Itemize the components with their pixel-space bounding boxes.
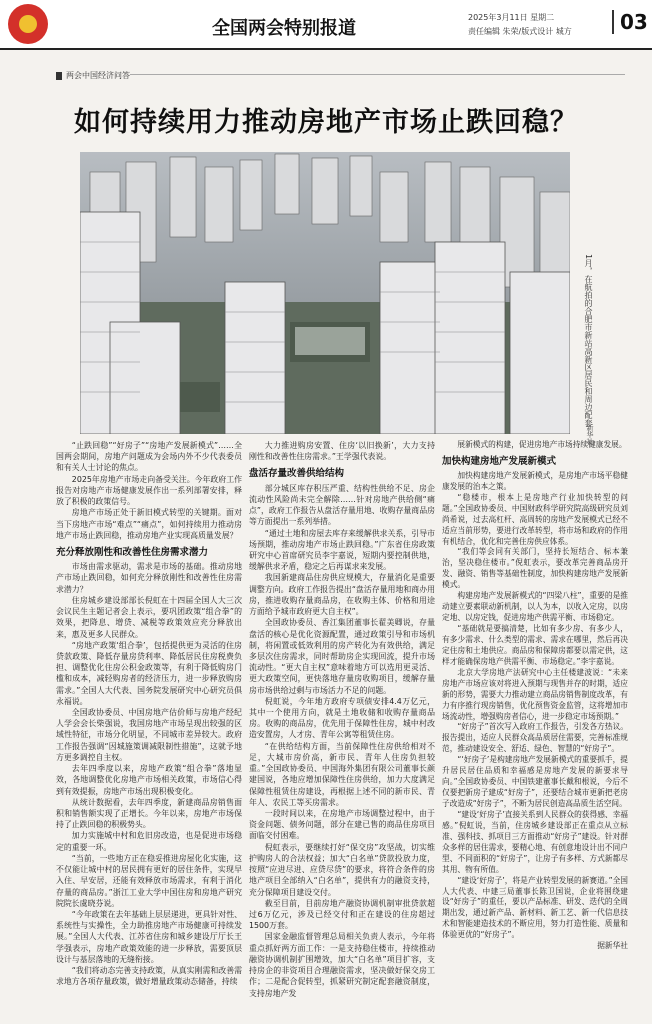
paragraph: 一段时间以来，在房地产市场调整过程中，由于资金问题、债务问题，部分在建已售的商品住房项目面临交付困难。 xyxy=(249,809,435,841)
paragraph: 去年四季度以来，房地产政策“组合拳”落地显效，各地调整优化房地产市场相关政策，市场信心得到有效提振，房地产市场出现积极变化。 xyxy=(56,764,242,796)
paragraph: “止跌回稳”“好房子”“房地产发展新模式”……全国两会期间，房地产问题成为会场内外不少代表委员和有关人士讨论的焦点。 xyxy=(56,441,242,473)
paragraph: “基础就是要搞清楚，比如有多少房、有多少人，有多少需求、什么类型的需求、需求在哪里，然后再决定住房和土地供应。商品房和保障房都要以需定供，这样才能确保房地产供需平衡、市场稳定。”李宇嘉说。 xyxy=(442,624,628,666)
page-header xyxy=(0,0,652,50)
paragraph: 市场由需求驱动，需求是市场的基础。推动房地产市场止跌回稳，如何充分释放刚性和改善性住房需求潜力？ xyxy=(56,562,242,594)
subheading: 充分释放刚性和改善性住房需求潜力 xyxy=(56,546,209,558)
paragraph: “‘好房子’是构建房地产发展新模式的重要抓手，提升居民居住品质和幸福感是房地产发展的新要求导向。”全国政协委员、中国铁建董事长戴和根说，今后不仅要把新房子建成“好房子”，还要结合城市更新把老房子改造成“好房子”，不断为居民创造高品质生活空间。 xyxy=(442,755,628,808)
paragraph: 部分城区库存积压严重、结构性供给不足、房企流动性风险尚未完全解除……针对房地产供给侧“痛点”，政府工作报告从盘活存量用地、收购存量商品房等方面提出一系列举措。 xyxy=(249,483,435,527)
national-emblem-icon xyxy=(8,4,48,44)
paragraph: “我们将动态完善支持政策，从真实刚需和改善需求地方各项存量政策，做好增量政策动态储备，持续 xyxy=(56,966,242,987)
paragraph: 全国政协委员、香江集团董事长翟美卿说，存量盘活的核心是优化资源配置，通过政策引导和市场机制，将闲置或低效利用的房产转化为有效供给，满足多层次住房需求，同时帮助房企实现回流，提升市场流动性。“更大自主权”意味着地方可以选用更灵活、更大政策空间，更快落地存量房收购项目，缓解存量房市场供给过剩与市场活力不足的问题。 xyxy=(249,618,435,695)
headline: 如何持续用力推动房地产市场止跌回稳？ xyxy=(74,107,578,138)
paragraph: 2025年房地产市场走向备受关注。今年政府工作报告对房地产市场健康发展作出一系列部署安排，释放了积极的政策信号。 xyxy=(56,474,242,507)
article-column-1 xyxy=(56,440,242,988)
header-rule xyxy=(0,48,652,50)
paragraph: 我国新建商品住房供应规模大，存量消化是重要调整方向。政府工作报告提出“盘活存量用地和商办用房，推进收购存量商品房，在收购主体、价格和用途方面给予城市政府更大自主权”。 xyxy=(249,573,435,617)
photo-credit: 新华社 xyxy=(586,424,594,445)
signoff: 据新华社 xyxy=(597,941,628,951)
paragraph: 大力推进购房安置、住房‘以旧换新’，大力支持刚性和改善性住房需求。”王学强代表说。 xyxy=(249,441,435,462)
editor-credit: 责任编辑 朱荣/版式设计 城方 xyxy=(468,27,572,36)
paragraph: “稳楼市，根本上是房地产行业加快转型的问题。”全国政协委员、中国财政科学研究院高级研究员刘尚希说，过去高杠杆、高周转的房地产发展模式已经不适应当前形势，要进行改革转型，将市场和政府的作用有机结合，优化和完善住房供应体系。 xyxy=(442,492,628,546)
paragraph: 倪虹表示，要继续打好“保交房”攻坚战，切实维护购房人的合法权益；加大“白名单”贷款投放力度，按照“应进尽进、应贷尽贷”的要求，将符合条件的房地产项目全部纳入“白名单”，提供有力的融资支持，充分保障项目建设交付。 xyxy=(249,842,435,897)
article-column-3 xyxy=(442,440,628,952)
paragraph: “建设‘好房子’直接关系到人民群众的获得感、幸福感。”倪虹说，当前，住房城乡建设部正在重点从立标准、强科技、抓项目三方面推动“好房子”建设。针对群众多样的居住需求，要精心地、有创意地设计出不同户型、不同面积的“好房子”，让房子有多样、方式新都尽其用、物有所值。 xyxy=(442,809,628,874)
page-number: 03 xyxy=(612,10,648,34)
paragraph: “当前，一些地方正在稳妥推进房屋化化实施，这不仅能让城中村的居民拥有更好的居住条件，实现早入住、早安居，还能有效释放市场需求，有利于消化存量的商品房。”浙江工业大学中国住房和房地产研究院院长虞晓芬说。 xyxy=(56,853,242,908)
paragraph: “房地产政策‘组合拳’，包括提供更为灵活的住房贷款政策、降低存量房贷利率、降低居民住房税费负担、调整优化住房公积金政策等，有利于降低购房门槛和成本，减轻购房者的经济压力，进一步释放购房需求。”全国人大代表、国务院发展研究中心研究员俱永福说。 xyxy=(56,640,242,706)
column-label-text: 两会中国经济问答 xyxy=(66,71,130,80)
paragraph: 截至目前，目前房地产融资协调机制审批贷款超过6万亿元，涉及已经交付和正在建设的住房超过1500万套。 xyxy=(249,898,435,931)
subheading: 加快构建房地产发展新模式 xyxy=(442,455,557,467)
article-column-2 xyxy=(249,440,435,999)
paragraph: 展新模式的构建，促进房地产市场持续健康发展。 xyxy=(457,440,627,449)
paragraph: 国家金融监督管理总局相关负责人表示，今年将重点抓好两方面工作：一是支持稳住楼市，持续推动融资协调机制扩围增效，加大“白名单”项目扩容，支持房企的非资项目合理融资需求，坚决做好保交房工作；二是配合促转型，抓紧研究制定配套融资制度，支持房地产发 xyxy=(249,932,435,998)
paragraph: 加快构建房地产发展新模式，是房地产市场平稳健康发展的治本之策。 xyxy=(442,470,628,491)
photo-caption: 1月，在航拍的合肥市新站高新区居民和周边配套 xyxy=(584,254,593,428)
paragraph: 北京大学房地产法研究中心主任楼建波说：“未来房地产市场应该对将进入预期与现售并存的时期，适应新的形势，需要大力推动建立商品房销售制度改革，有力有序推行现房销售，优化预售资金监管，这将增加市场流动性，增强购房者信心，进一步稳定市场预期。” xyxy=(442,667,628,721)
subheading: 盘活存量改善供给结构 xyxy=(249,468,345,480)
paragraph: “今年政策在去年基础上层层递进，更具针对性、系统性与实操性，全力助推房地产市场健康可持续发展。”全国人大代表、江苏省住房和城乡建设厅厅长王学强表示，房地产政策效能的进一步释放，需要顶层设计与基层落地的无缝衔接。 xyxy=(56,909,242,964)
paragraph: “通过土地和房屋去库存来缓解供求关系，引导市场预期，推动房地产市场止跌回稳。”广东省住房政策研究中心首席研究员李宇嘉说，短期内要控制供地，缓解供求矛盾，稳定之后再谋求来发展。 xyxy=(249,528,435,572)
column-rule xyxy=(130,74,625,75)
label-block-icon xyxy=(56,72,62,80)
column-label xyxy=(56,70,130,81)
paragraph: 加力实施城中村和危旧房改造，也是促进市场稳定的重要一环。 xyxy=(56,831,242,852)
issue-date: 2025年3月11日 星期二 xyxy=(468,13,555,22)
paragraph: 倪虹说，今年地方政府专项债安排4.4万亿元，其中一个使用方向，就是土地收储和收购存量商品房。收购的商品房，优先用于保障性住房，城中村改造安置房，人才房、青年公寓等租赁住房。 xyxy=(249,696,435,740)
section-title: 全国两会特别报道 xyxy=(212,18,356,39)
paragraph: “在供给结构方面，当前保障性住房供给相对不足，大城市房价高，新市民、青年人住房负担较重。”全国政协委员、中国海外集团有限公司董事长颜建国说，各地应增加保障性住房供给，加力大度满足保障性租赁住房建设，再根据上述不同的新市民、青年人、农民工等买房需求。 xyxy=(249,741,435,807)
paragraph: 房地产市场正处于新旧模式转型的关键期。面对当下房地产市场“难点”“痛点”，如何持续用力推动房地产市场止跌回稳，推动房地产业实现高质量发展？ xyxy=(56,508,242,540)
paragraph: “我们等会同有关部门，坚持长短结合、标本兼治，坚决稳住楼市。”倪虹表示，要改革完善商品房开发、融资、销售等基础性制度，加快构建房地产发展新模式。 xyxy=(442,547,628,590)
paragraph: 全国政协委员、中国房地产估价师与房地产经纪人学会会长柴强说，我国房地产市场呈现出较强的区域性特征，市场分化明显，不同城市差异较大。政府工作报告强调“因城施策调减限制性措施”，这就予地方更多调控自主权。 xyxy=(56,708,242,762)
paragraph: 住房城乡建设部部长倪虹在十四届全国人大三次会议民生主题记者会上表示，要巩团政策“组合拳”的效果，把降息、增贷、减税等政策效应充分释放出来，惠及更多人民群众。 xyxy=(56,595,242,639)
paragraph: 构建房地产发展新模式的“四梁八柱”，重要的是推动建立要素联动新机制，以人为本，以收入定房，以房定地、以房定钱，促进房地产供需平衡、市场稳定。 xyxy=(442,591,628,623)
aerial-photo-illustration xyxy=(80,152,570,434)
paragraph: “建设‘好房子’，将是产业转型发展的新赛道。”全国人大代表、中建三局董事长陈卫国说，企业将围绕建设“好房子”的重任，要以产品标准、研发、迭代的全周期出发，通过新产品、新材料、新工艺、新一代信息技术和智能建造技术的不断应用，努力打造性能、质量和体验更优的“好房子”。 xyxy=(442,875,628,940)
paragraph: 从统计数据看，去年四季度，新建商品房销售面积和销售额实现了正增长。今年以来，房地产市场保持了止跌回稳的积极势头。 xyxy=(56,797,242,830)
paragraph: “好房子”首次写入政府工作报告，引发各方热议。报告提出，适应人民群众高品质居住需要，完善标准规范，推动建设安全、舒适、绿色、智慧的“好房子”。 xyxy=(442,722,628,754)
aerial-city-photo xyxy=(80,152,570,434)
